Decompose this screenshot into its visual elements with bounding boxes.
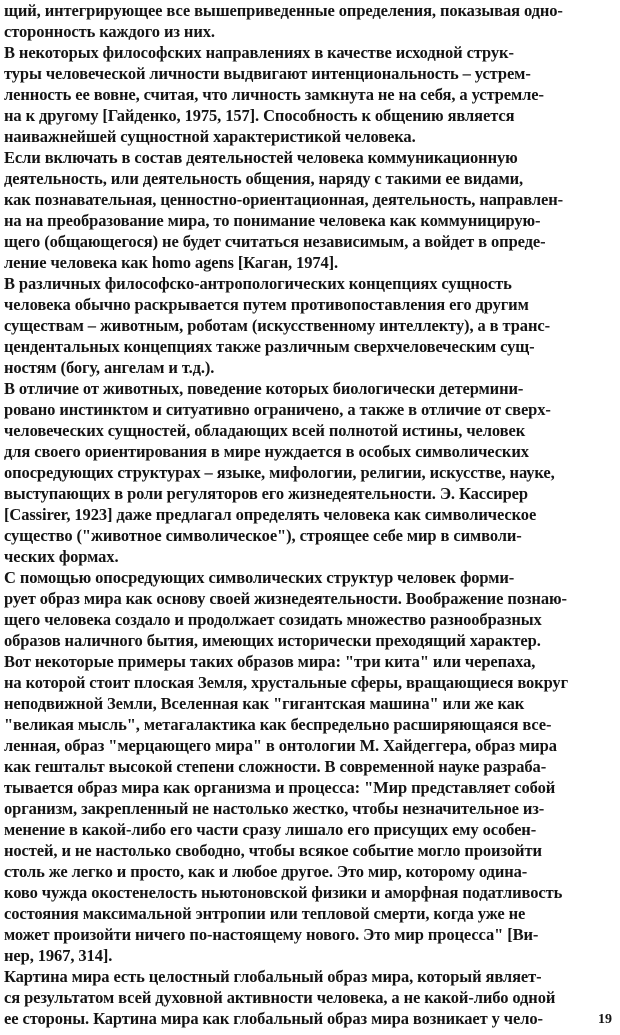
text-line: ровано инстинктом и ситуативно ограничено, а также в отличие от сверх-: [4, 400, 551, 419]
text-line: В некоторых философских направлениях в качестве исходной струк-: [4, 43, 514, 62]
text-line: на на преобразование мира, то понимание человека как коммуницирую-: [4, 211, 541, 230]
text-line: опосредующих структурах – языке, мифологии, религии, искусстве, науке,: [4, 463, 555, 482]
text-line: столь же легко и просто, как и любое другое. Это мир, которому одина-: [4, 862, 528, 881]
text-line: туры человеческой личности выдвигают интенциональность – устрем-: [4, 64, 531, 83]
text-line: ностей, и не настолько свободно, чтобы всякое событие могло произойти: [4, 841, 542, 860]
text-line: ностям (богу, ангелам и т.д.).: [4, 358, 215, 377]
text-line: на которой стоит плоская Земля, хрустальные сферы, вращающиеся вокруг: [4, 673, 568, 692]
text-line: существам – животным, роботам (искусственному интеллекту), а в транс-: [4, 316, 550, 335]
text-line: нер, 1967, 314].: [4, 946, 113, 965]
text-line: менение в какой-либо его части сразу лишало его присущих ему особен-: [4, 820, 537, 839]
text-line: "великая мысль", метагалактика как беспредельно расширяющаяся все-: [4, 715, 552, 734]
text-line: как познавательная, ценностно-ориентационная, деятельность, направлен-: [4, 190, 564, 209]
text-line: щего (общающегося) не будет считаться независимым, а войдет в опреде-: [4, 232, 546, 251]
text-line: неподвижной Земли, Вселенная как "гигантская машина" или же как: [4, 694, 525, 713]
text-line: С помощью опосредующих символических структур человек форми-: [4, 568, 515, 587]
text-line: рует образ мира как основу своей жизнедеятельности. Воображение познаю-: [4, 589, 567, 608]
text-line: цендентальных концепциях также различным сверхчеловеческим сущ-: [4, 337, 535, 356]
page-number: 19: [598, 1012, 612, 1027]
text-line: ленность ее вовне, считая, что личность замкнута не на себя, а устремле-: [4, 85, 544, 104]
text-line: тывается образ мира как организма и процесса: "Мир представляет собой: [4, 778, 556, 797]
text-line: деятельность, или деятельность общения, наряду с такими ее видами,: [4, 169, 524, 188]
text-line: человеческих сущностей, обладающих всей полнотой истины, человек: [4, 421, 526, 440]
text-line: Вот некоторые примеры таких образов мира: "три кита" или черепаха,: [4, 652, 536, 671]
text-line: состояния максимальной энтропии или тепловой смерти, когда уже не: [4, 904, 526, 923]
text-line: В отличие от животных, поведение которых биологически детермини-: [4, 379, 524, 398]
text-line: ленная, образ "мерцающего мира" в онтологии М. Хайдеггера, образ мира: [4, 736, 557, 755]
text-line: человека обычно раскрывается путем противопоставления его другим: [4, 295, 529, 314]
text-line: Картина мира есть целостный глобальный образ мира, который являет-: [4, 967, 542, 986]
text-line: щий, интегрирующее все вышеприведенные определения, показывая одно-: [4, 1, 563, 20]
text-line: ление человека как homo agens [Каган, 1974].: [4, 253, 339, 272]
text-line: на к другому [Гайденко, 1975, 157]. Способность к общению является: [4, 106, 515, 125]
text-line: сторонность каждого из них.: [4, 22, 215, 41]
text-line: В различных философско-антропологических концепциях сущность: [4, 274, 512, 293]
text-line: [Cassirer, 1923] даже предлагал определять человека как символическое: [4, 505, 537, 524]
text-line: образов наличного бытия, имеющих исторически преходящий характер.: [4, 631, 541, 650]
text-line: ческих формах.: [4, 547, 119, 566]
text-line: организм, закрепленный не настолько жестко, чтобы незначительное из-: [4, 799, 545, 818]
text-line: ее стороны. Картина мира как глобальный образ мира возникает у чело-: [4, 1009, 543, 1028]
text-line: ково чужда окостенелость ньютоновской физики и аморфная податливость: [4, 883, 563, 902]
text-line: щего человека создало и продолжает созидать множество разнообразных: [4, 610, 542, 629]
text-line: наиважнейшей сущностной характеристикой человека.: [4, 127, 416, 146]
text-line: существо ("животное символическое"), строящее себе мир в символи-: [4, 526, 522, 545]
text-line: выступающих в роли регуляторов его жизнедеятельности. Э. Кассирер: [4, 484, 528, 503]
text-line: Если включать в состав деятельностей человека коммуникационную: [4, 148, 518, 167]
body-text: [4, 0, 610, 1029]
text-line: для своего ориентирования в мире нуждается в особых символических: [4, 442, 529, 461]
text-line: может произойти ничего по-настоящему нового. Это мир процесса" [Ви-: [4, 925, 539, 944]
text-line: как гештальт высокой степени сложности. В современной науке разраба-: [4, 757, 547, 776]
text-line: ся результатом всей духовной активности человека, а не какой-либо одной: [4, 988, 556, 1007]
